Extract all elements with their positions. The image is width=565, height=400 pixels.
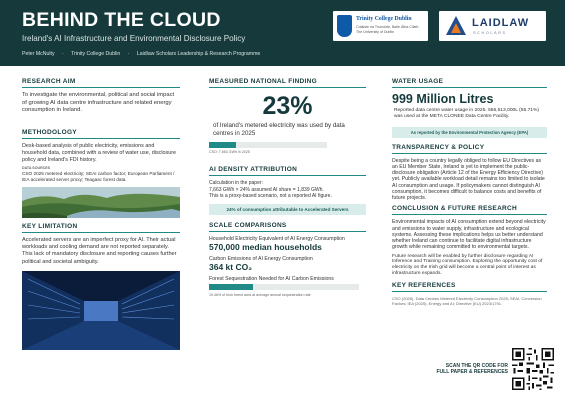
qr-call-to-action	[433, 363, 508, 376]
scale-comparisons-heading: SCALE COMPARISONS	[209, 222, 366, 232]
references-text: CSO (2026), Data Centres Metered Electricity Consumption 2025; SEAI, Conversion Factors; IEA (2025), Energy and AI; Directive (EU) 2023/1791.	[392, 296, 542, 307]
water-usage-callout: As reported by the Environmental Protection Agency (EPA)	[392, 127, 547, 138]
references-heading: KEY REFERENCES	[392, 282, 547, 292]
research-aim-text: To investigate the environmental, political and social impact of growing AI data centre infrastructure and related energy consumption in Ireland.	[22, 92, 175, 114]
water-usage-text: Reported data centre water usage in 2025. 556,513,000L (55.71%) was used at the META CLONEE Data Centre Facility.	[394, 108, 540, 120]
methodology-text: Desk-based analysis of public electricity, emissions and household data, combined with a review of water use, disclosure policy and Ireland's FDI history.	[22, 142, 177, 163]
landscape-photo	[22, 187, 180, 218]
laidlaw-mark-accent-icon	[451, 23, 461, 33]
cta-line-1: SCAN THE QR CODE FOR	[445, 363, 508, 369]
carbon-metric-label: Carbon Emissions of AI Energy Consumption	[209, 255, 313, 262]
poster-subtitle: Ireland's AI Infrastructure and Environmental Disclosure Policy	[22, 34, 246, 43]
ai-density-callout: 24% of consumption attributable to Accelerated Servers	[209, 204, 366, 215]
household-metric-value: 570,000 median households	[209, 241, 322, 252]
transparency-text: Despite being a country legally obliged to follow EU Directives as an EU Member State, Ireland is yet to implement the public-disclosure obligation (Article 12 of the Energy Efficiency Directive) yet. Publicly available workload detail remains too limited to isolate AI consumption and usage. If policymakers cannot distinguish AI consumption, it becomes difficult to balance costs and benefits of future projects.	[392, 157, 545, 202]
right-column	[392, 78, 547, 306]
author-separator: ·	[127, 51, 130, 57]
poster-title: BEHIND THE CLOUD	[22, 9, 221, 31]
author-institution: Trinity College Dublin	[71, 51, 121, 57]
data-sources-text: CSO 2025 metered electricity; SEAI carbon factor; European Parliament / IEA accelerated server proxy; Teagasc forest data.	[22, 170, 175, 182]
carbon-metric-value: 364 kt CO₂	[209, 261, 252, 272]
author-separator: ·	[62, 51, 64, 57]
server-room-photo	[22, 271, 180, 350]
national-finding-caption: of Ireland's metered electricity was used by data centres in 2025	[213, 122, 345, 138]
data-sources-label: DATA SOURCES	[22, 165, 51, 170]
methodology-heading: METHODOLOGY	[22, 129, 180, 139]
ai-density-line2: 7,663 GWh × 24% assumed AI share = 1,839 GWh.	[209, 186, 324, 193]
tcd-logo-english: The University of Dublin	[356, 30, 395, 34]
forest-metric-label: Forest Sequestration Needed for AI Carbon Emissions	[209, 275, 334, 282]
key-limitation-text: Accelerated servers are an imperfect proxy for AI. Their actual workloads and cooling demand are not reported separately. This lack of mandatory disclosure and reporting causes further political and societal ambiguity.	[22, 236, 177, 265]
poster-header	[0, 0, 565, 66]
forest-metric-note: 19.46% of Irish forest area at average annual sequestration rate	[209, 292, 311, 297]
conclusion-heading: CONCLUSION & FUTURE RESEARCH	[392, 205, 547, 215]
author-programme: Laidlaw Scholars Leadership & Research Programme	[136, 51, 261, 57]
national-finding-bar	[209, 142, 327, 148]
national-finding-heading: MEASURED NATIONAL FINDING	[209, 78, 366, 88]
middle-column	[209, 78, 366, 297]
key-limitation-heading: KEY LIMITATION	[22, 223, 180, 233]
research-aim-heading: RESEARCH AIM	[22, 78, 180, 88]
forest-bar-fill	[209, 284, 253, 290]
cta-line-2: FULL PAPER & REFERENCES	[436, 369, 508, 376]
left-column	[22, 78, 180, 350]
tcd-shield-icon	[337, 15, 352, 37]
tcd-logo-irish: Coláiste na Tríonóide, Baile Átha Cliath	[356, 25, 419, 29]
laidlaw-logo-sub: SCHOLARS	[473, 31, 507, 35]
author-line	[22, 51, 266, 57]
water-usage-value: 999 Million Litres	[392, 92, 494, 106]
ai-density-line3: This is a proxy-based scenario, not a reported AI figure.	[209, 193, 332, 200]
water-usage-heading: WATER USAGE	[392, 78, 547, 88]
ai-density-line1: Calculation in the paper:	[209, 180, 263, 187]
qr-code[interactable]	[510, 346, 556, 392]
laidlaw-logo	[439, 11, 546, 41]
author-name: Peter McNulty	[22, 51, 55, 57]
tcd-logo	[333, 11, 428, 41]
conclusion-text-2: Future research will be enabled by further disclosure regarding AI Inference and Training consumption. Exploring the opportunity cost of electricity on the Irish grid will become a central point of interest as infrastructure expands.	[392, 253, 543, 277]
ai-density-heading: AI DENSITY ATTRIBUTION	[209, 166, 366, 176]
transparency-heading: TRANSPARENCY & POLICY	[392, 144, 547, 154]
national-finding-value: 23%	[262, 92, 313, 120]
laidlaw-logo-name: LAIDLAW	[472, 17, 530, 29]
tcd-logo-name: Trinity College Dublin	[356, 16, 412, 22]
national-finding-bar-label: CSO: 7,663 GWh in 2025	[209, 150, 250, 155]
conclusion-text-1: Environmental impacts of AI consumption extend beyond electricity and emissions to water supply, infrastructure and ecological systems. Assessing these implications helps us better understand whether Ireland can continue to facilitate digital infrastructure growth while remaining committed to environmental targets.	[392, 219, 546, 251]
national-finding-bar-fill	[209, 142, 236, 148]
forest-bar	[209, 284, 359, 290]
household-metric-label: Household Electricity Equivalent of AI Energy Consumption	[209, 235, 345, 242]
